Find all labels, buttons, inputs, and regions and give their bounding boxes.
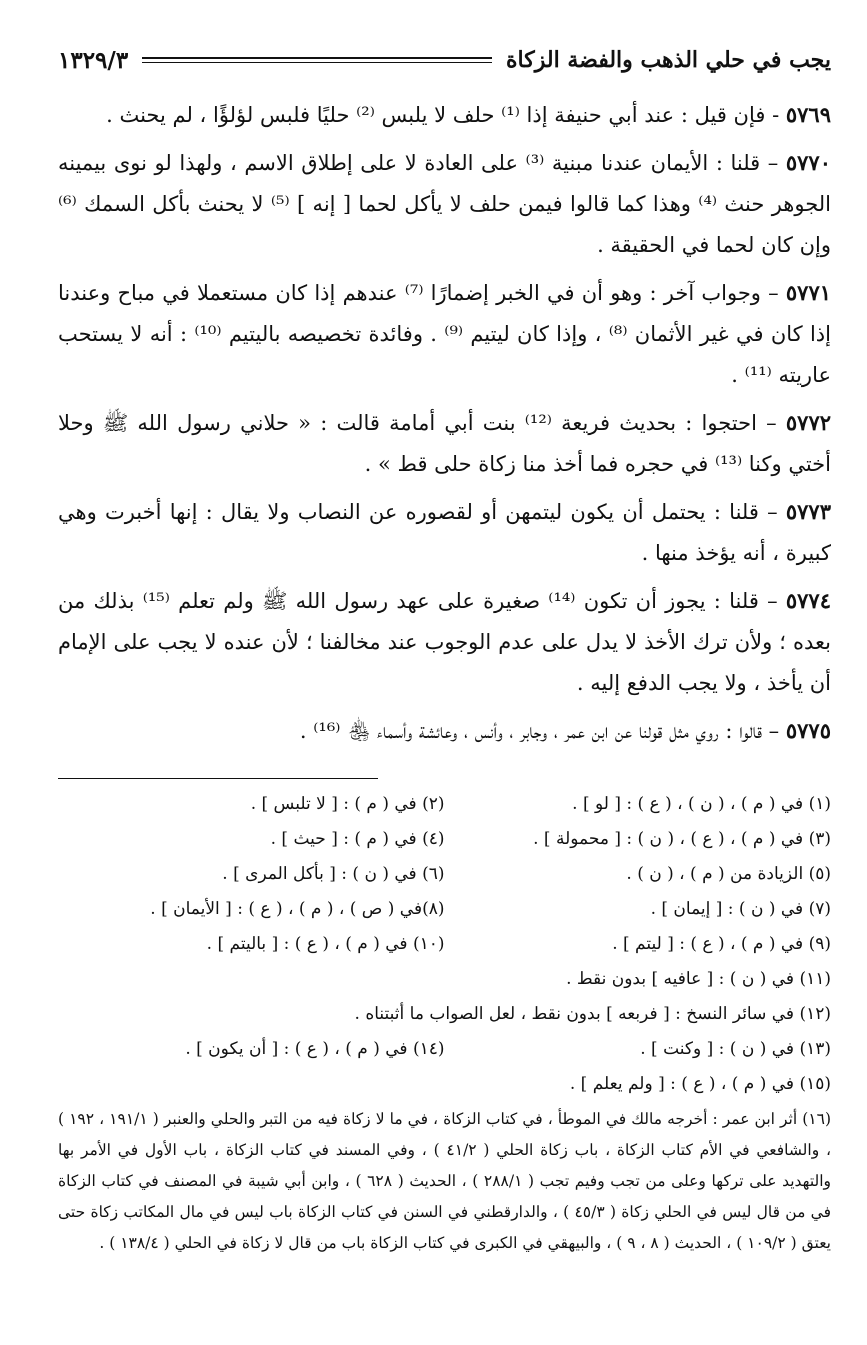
paragraph-number: ٥٧٧٥ (785, 718, 831, 743)
paragraph-text: – قلنا : يحتمل أن يكون ليتمهن أو لقصوره عن النصاب ولا يقال : إنها أخبرت وهي كبيرة ، أنه يؤخذ منها . (58, 500, 831, 565)
paragraph-number: ٥٧٧٣ (785, 499, 831, 524)
footnote-row (58, 927, 831, 962)
running-title: يجب في حلي الذهب والفضة الزكاة (506, 47, 831, 73)
footnote-11: (١١) في ( ن ) : [ عافيه ] بدون نقط . (566, 969, 831, 989)
paragraph-text: – وجواب آخر : وهو أن في الخبر إضمارًا ⁽⁷⁾ عندهم إذا كان مستعملا في مباح وعندنا إذا كان في غير الأثمان ⁽⁸⁾ ، وإذا كان ليتيم ⁽⁹⁾ . وفائدة تخصيصه باليتيم ⁽¹⁰⁾ : أنه لا يستحب عاريته ⁽¹¹⁾ . (58, 281, 831, 387)
footnote-3: (٣) في ( م ) ، ( ع ) ، ( ن ) : [ محمولة ] . (533, 829, 831, 849)
paragraph-5772 (58, 402, 831, 485)
footnote-6: (٦) في ( ن ) : [ بأكل المرى ] . (222, 864, 445, 884)
paragraph-number: ٥٧٦٩ (785, 102, 831, 127)
main-text (58, 94, 831, 752)
footnote-4: (٤) في ( م ) : [ حيث ] . (270, 829, 445, 849)
footnote-10: (١٠) في ( م ) ، ( ع ) : [ باليتم ] . (206, 934, 445, 954)
paragraph-number: ٥٧٧٠ (785, 150, 831, 175)
footnote-row (58, 822, 831, 857)
paragraph-number: ٥٧٧٢ (785, 410, 832, 435)
footnote-9: (٩) في ( م ) ، ( ع ) : [ ليتم ] . (612, 934, 831, 954)
footnote-row (58, 857, 831, 892)
footnote-14: (١٤) في ( م ) ، ( ع ) : [ أن يكون ] . (185, 1039, 445, 1059)
footnote-separator (58, 778, 378, 779)
paragraph-5773 (58, 491, 831, 574)
paragraph-text: – قلنا : الأيمان عندنا مبنية ⁽³⁾ على العادة لا على إطلاق الاسم ، ولهذا لو نوى بيمينه الجوهر حنث ⁽⁴⁾ وهذا كما قالوا فيمن حلف لا يأكل لحما [ إنه ] ⁽⁵⁾ لا يحنث بأكل السمك ⁽⁶⁾ وإن كان لحما في الحقيقة . (58, 151, 831, 257)
footnote-row (58, 892, 831, 927)
paragraph-5770 (58, 142, 831, 266)
paragraph-text: – قلنا : يجوز أن تكون ⁽¹⁴⁾ صغيرة على عهد رسول الله ﷺ ولم تعلم ⁽¹⁵⁾ بذلك من بعده ؛ ولأن ترك الأخذ لا يدل على عدم الوجوب عند مخالفنا ؛ لأن عنده لا يجب على الإمام أن يأخذ ، ولا يجب الدفع إليه . (58, 589, 831, 695)
running-header (58, 40, 831, 80)
footnote-row (58, 787, 831, 822)
paragraph-text: - فإن قيل : عند أبي حنيفة إذا ⁽¹⁾ حلف لا يلبس ⁽²⁾ حليًا فلبس لؤلؤًا ، لم يحنث . (106, 103, 780, 127)
footnote-row (58, 1032, 831, 1067)
footnote-12: (١٢) في سائر النسخ : [ فربعه ] بدون نقط ، لعل الصواب ما أثبتناه . (354, 1004, 831, 1024)
paragraph-5774 (58, 580, 831, 704)
footnote-15: (١٥) في ( م ) ، ( ع ) : [ ولم يعلم ] . (569, 1074, 831, 1094)
header-rule (142, 57, 492, 63)
paragraph-5775 (58, 710, 831, 752)
footnotes (58, 787, 831, 1259)
footnote-13: (١٣) في ( ن ) : [ وكنت ] . (640, 1039, 831, 1059)
footnote-1: (١) في ( م ) ، ( ن ) ، ( ع ) : [ لو ] . (572, 794, 831, 814)
paragraph-5769 (58, 94, 831, 136)
paragraph-text: – قالوا : روي مثل قولنا عن ابن عمر ، وجابر ، وأنس ، وعائشة وأسماء ﵃ ⁽¹⁶⁾ . (299, 719, 780, 743)
paragraph-number: ٥٧٧١ (785, 280, 832, 305)
footnote-8: (٨)في ( ص ) ، ( م ) ، ( ع ) : [ الأيمان ] . (150, 899, 445, 919)
paragraph-number: ٥٧٧٤ (785, 588, 831, 613)
page-number: ١٣٢٩/٣ (58, 46, 129, 74)
footnote-16: (١٦) أثر ابن عمر : أخرجه مالك في الموطأ ، في كتاب الزكاة ، في ما لا زكاة فيه من التبر والحلي والعنبر ( ١٩١/١ ، ١٩٢ ) ، والشافعي في الأم كتاب الزكاة ، باب زكاة الحلي ( ٤١/٢ ) ، وفي المسند في كتاب الزكاة ، باب الأول في الأمر بها والتهديد على تركها وعلى من تجب وفيم تجب ( ٢٨٨/١ ) ، الحديث ( ٦٢٨ ) ، وابن أبي شيبة في المصنف في كتاب الزكاة في من قال ليس في الحلي زكاة ( ٤٥/٣ ) ، والدارقطني في السنن في كتاب الزكاة باب ليس في مال المكاتب زكاة حتى يعتق ( ١٠٩/٢ ) ، الحديث ( ٨ ، ٩ ) ، والبيهقي في الكبرى في كتاب الزكاة باب من قال لا زكاة في الحلي ( ١٣٨/٤ ) . (58, 1110, 832, 1252)
paragraph-5771 (58, 272, 831, 396)
footnote-2: (٢) في ( م ) : [ لا تلبس ] . (250, 794, 445, 814)
footnote-5: (٥) الزيادة من ( م ) ، ( ن ) . (626, 864, 831, 884)
paragraph-text: – احتجوا : بحديث فريعة ⁽¹²⁾ بنت أبي أمامة قالت : « حلاني رسول الله ﷺ وحلا أختي وكنا ⁽¹³⁾ في حجره فما أخذ منا زكاة حلى قط » . (58, 411, 831, 476)
footnote-7: (٧) في ( ن ) : [ إيمان ] . (650, 899, 831, 919)
